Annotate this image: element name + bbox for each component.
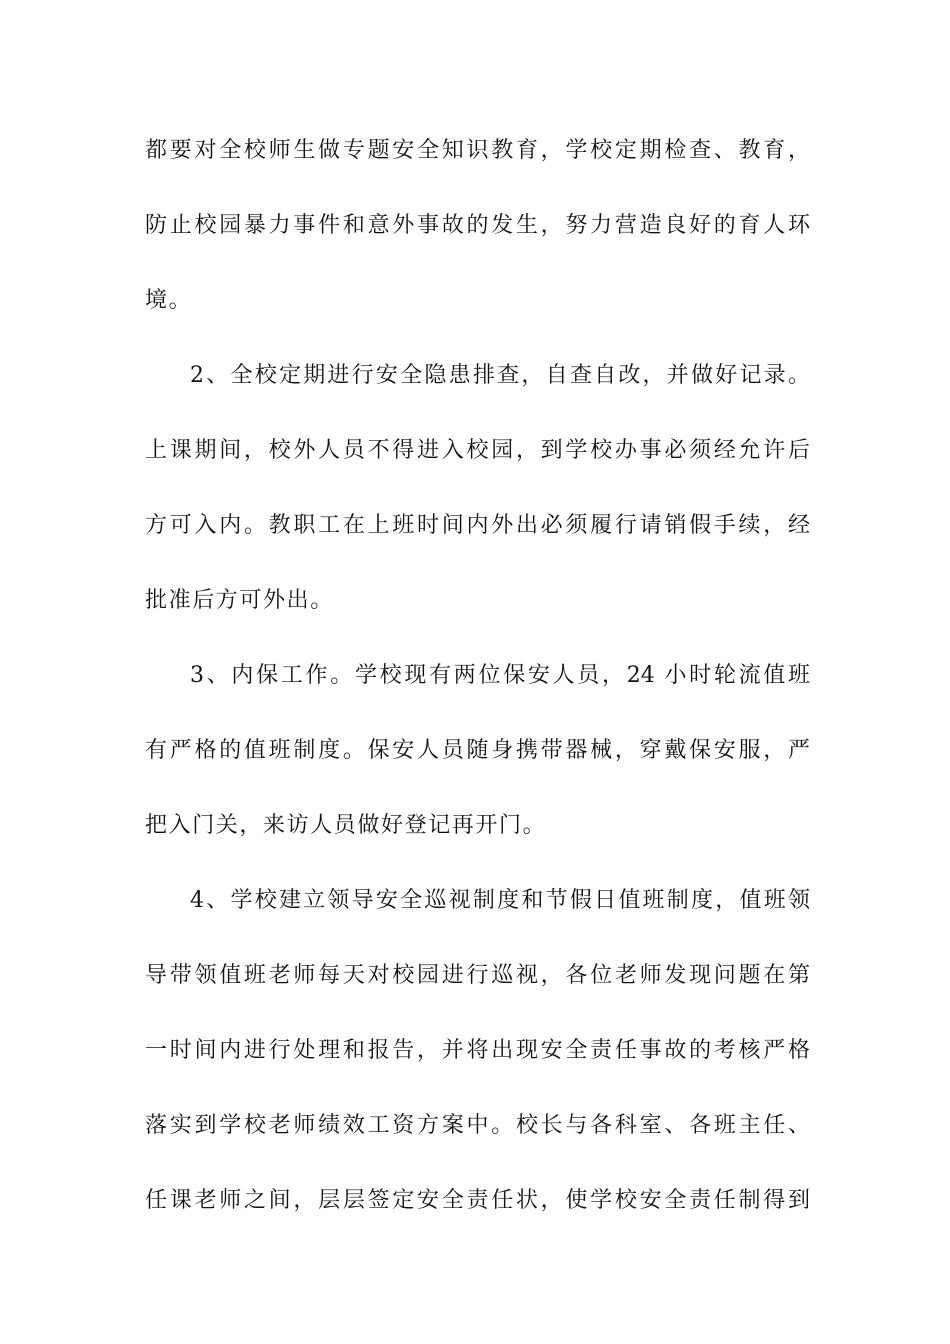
paragraph-line: 4、学校建立领导安全巡视制度和节假日值班制度，值班领 xyxy=(190,888,810,913)
paragraph-line: 有严格的值班制度。保安人员随身携带器械，穿戴保安服，严 xyxy=(145,738,810,763)
paragraph-line: 任课老师之间，层层签定安全责任状，使学校安全责任制得到 xyxy=(145,1188,810,1213)
paragraph-line: 把入门关，来访人员做好登记再开门。 xyxy=(145,813,547,838)
paragraph-line: 上课期间，校外人员不得进入校园，到学校办事必须经允许后 xyxy=(145,438,810,463)
paragraph-line: 方可入内。教职工在上班时间内外出必须履行请销假手续，经 xyxy=(145,513,810,538)
paragraph-line: 一时间内进行处理和报告，并将出现安全责任事故的考核严格 xyxy=(145,1038,810,1063)
paragraph-line: 落实到学校老师绩效工资方案中。校长与各科室、各班主任、 xyxy=(145,1113,810,1138)
paragraph-line: 防止校园暴力事件和意外事故的发生，努力营造良好的育人环 xyxy=(145,213,810,238)
paragraph-line: 批准后方可外出。 xyxy=(145,588,334,613)
paragraph-line: 境。 xyxy=(145,288,193,313)
paragraph-line: 3、内保工作。学校现有两位保安人员，24 小时轮流值班 xyxy=(190,663,810,688)
paragraph-line: 2、全校定期进行安全隐患排查，自查自改，并做好记录。 xyxy=(190,363,810,388)
paragraph-line: 导带领值班老师每天对校园进行巡视，各位老师发现问题在第 xyxy=(145,963,810,988)
paragraph-line: 都要对全校师生做专题安全知识教育，学校定期检查、教育， xyxy=(145,138,810,163)
